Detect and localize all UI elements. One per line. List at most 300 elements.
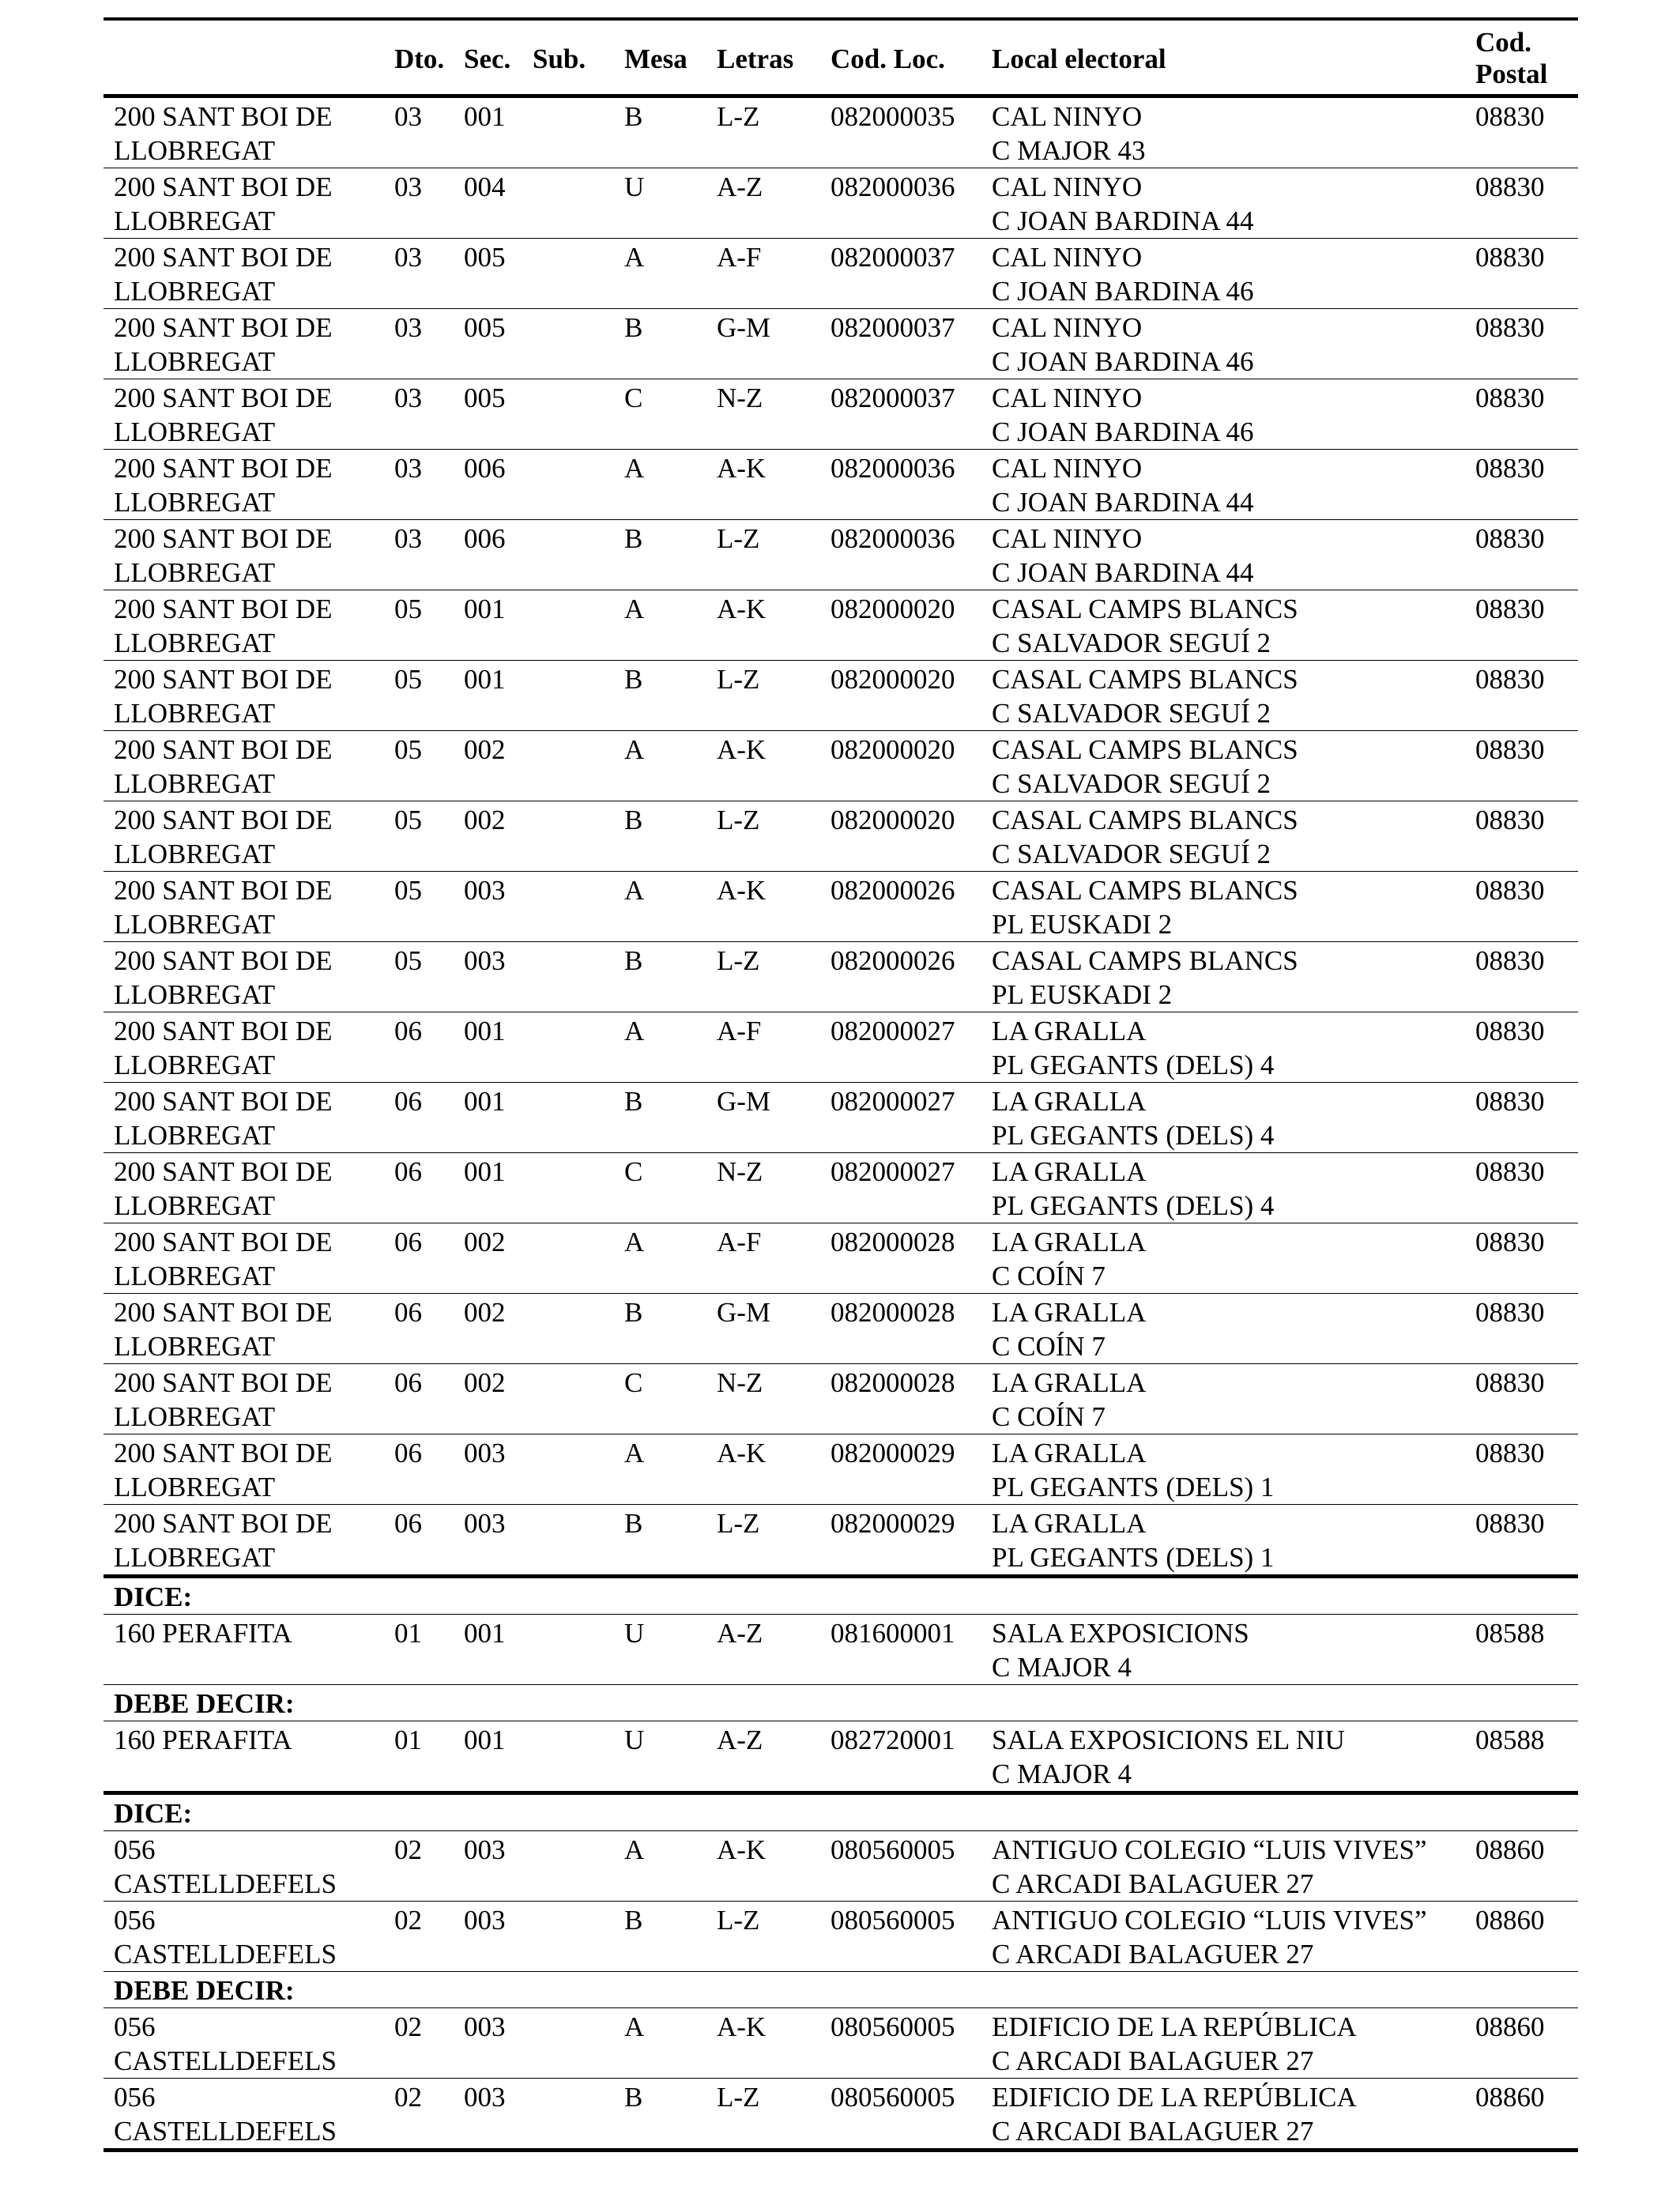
cell-mesa: B: [624, 101, 643, 132]
cell-local-electoral-line1: SALA EXPOSICIONS: [992, 1618, 1249, 1649]
cell-cod-postal: 08830: [1475, 1438, 1545, 1468]
cell-dto: 05: [394, 805, 422, 835]
cell-municipio-line1: 200 SANT BOI DE: [114, 734, 333, 765]
cell-municipio-line1: 160 PERAFITA: [114, 1725, 292, 1755]
cell-local-electoral-line2: C SALVADOR SEGUÍ 2: [992, 628, 1271, 658]
cell-municipio: [104, 1505, 384, 1577]
cell-cod-loc: 082000028: [831, 1227, 955, 1257]
cell-local-electoral-line1: ANTIGUO COLEGIO “LUIS VIVES”: [992, 1834, 1427, 1865]
cell-municipio: [104, 520, 384, 590]
col-sub: Sub.: [533, 43, 586, 74]
cell-dto: 06: [394, 1086, 422, 1117]
col-cod-postal-line2: Postal: [1475, 58, 1548, 89]
cell-municipio: [104, 1153, 384, 1223]
cell-local-electoral-line1: CAL NINYO: [992, 172, 1143, 202]
col-sec: Sec.: [464, 43, 511, 74]
cell-dto: 03: [394, 383, 422, 413]
cell-mesa: A: [624, 2011, 645, 2042]
cell-sub: [522, 1083, 614, 1153]
cell-municipio: [104, 942, 384, 1012]
cell-cod-postal: 08830: [1475, 453, 1545, 484]
cell-local-electoral-line1: CASAL CAMPS BLANCS: [992, 594, 1298, 624]
table-row: [104, 872, 1578, 942]
cell-local-electoral-line1: LA GRALLA: [992, 1297, 1147, 1328]
cell-local-electoral: [981, 1294, 1465, 1364]
cell-dto: 03: [394, 523, 422, 554]
cell-sub: [522, 1505, 614, 1577]
cell-municipio-line2: LLOBREGAT: [114, 417, 276, 447]
cell-municipio-line1: 200 SANT BOI DE: [114, 172, 333, 202]
cell-cod-loc: 082000026: [831, 875, 955, 906]
cell-local-electoral: [981, 1721, 1465, 1793]
cell-local-electoral-line2: C MAJOR 4: [992, 1759, 1132, 1789]
cell-local-electoral-line2: PL EUSKADI 2: [992, 909, 1173, 940]
cell-local-electoral: [981, 379, 1465, 450]
cell-municipio-line1: 200 SANT BOI DE: [114, 1297, 333, 1328]
cell-dto: 03: [394, 312, 422, 343]
cell-cod-loc: 082720001: [831, 1725, 955, 1755]
cell-municipio-line1: 200 SANT BOI DE: [114, 1227, 333, 1257]
cell-letras: L-Z: [717, 1905, 760, 1936]
cell-cod-loc: 082000020: [831, 805, 955, 835]
section-label-row: [104, 1685, 1578, 1721]
cell-municipio-line1: 200 SANT BOI DE: [114, 594, 333, 624]
cell-cod-loc: 082000026: [831, 945, 955, 976]
cell-sec: 001: [464, 664, 506, 695]
cell-local-electoral: [981, 1153, 1465, 1223]
table-row: [104, 590, 1578, 661]
cell-sec: 003: [464, 2082, 506, 2113]
section-label-row: [104, 1793, 1578, 1831]
cell-cod-loc: 082000037: [831, 312, 955, 343]
cell-sec: 003: [464, 1508, 506, 1539]
cell-sub: [522, 1153, 614, 1223]
cell-municipio-line2: LLOBREGAT: [114, 1472, 276, 1502]
cell-local-electoral: [981, 1364, 1465, 1434]
cell-mesa: B: [624, 1297, 643, 1328]
cell-local-electoral: [981, 2079, 1465, 2151]
cell-letras: N-Z: [717, 1156, 763, 1187]
cell-letras: N-Z: [717, 1367, 763, 1398]
cell-cod-loc: 082000036: [831, 453, 955, 484]
cell-dto: 06: [394, 1297, 422, 1328]
table-row: [104, 239, 1578, 309]
cell-sub: [522, 872, 614, 942]
cell-municipio-line2: LLOBREGAT: [114, 1261, 276, 1291]
cell-cod-postal: 08860: [1475, 1834, 1545, 1865]
cell-dto: 02: [394, 1905, 422, 1936]
table-row: [104, 168, 1578, 239]
cell-municipio-line2: LLOBREGAT: [114, 1331, 276, 1362]
cell-local-electoral-line2: PL GEGANTS (DELS) 1: [992, 1542, 1275, 1573]
cell-municipio-line1: 056: [114, 2011, 156, 2042]
cell-mesa: U: [624, 1618, 645, 1649]
cell-cod-postal: 08830: [1475, 664, 1545, 695]
cell-sub: [522, 1364, 614, 1434]
table-body: [104, 96, 1578, 2151]
cell-local-electoral: [981, 872, 1465, 942]
cell-local-electoral-line2: C ARCADI BALAGUER 27: [992, 2116, 1314, 2147]
table-row: [104, 1294, 1578, 1364]
cell-local-electoral-line1: CAL NINYO: [992, 101, 1143, 132]
cell-cod-loc: 082000027: [831, 1086, 955, 1117]
cell-cod-postal: 08830: [1475, 172, 1545, 202]
table-row: [104, 801, 1578, 872]
table-row: [104, 1615, 1578, 1685]
cell-municipio-line1: 200 SANT BOI DE: [114, 1367, 333, 1398]
cell-local-electoral: [981, 801, 1465, 872]
cell-local-electoral-line1: CASAL CAMPS BLANCS: [992, 734, 1298, 765]
cell-municipio-line2: CASTELLDEFELS: [114, 2116, 337, 2147]
cell-local-electoral-line2: C COÍN 7: [992, 1331, 1106, 1362]
cell-mesa: B: [624, 1086, 643, 1117]
cell-municipio-line2: LLOBREGAT: [114, 839, 276, 869]
cell-municipio: [104, 379, 384, 450]
cell-sec: 001: [464, 1016, 506, 1046]
col-cod-postal: [1465, 19, 1578, 96]
cell-sub: [522, 520, 614, 590]
cell-local-electoral: [981, 942, 1465, 1012]
section-label: DICE:: [114, 1798, 193, 1829]
cell-sub: [522, 1615, 614, 1685]
cell-local-electoral: [981, 1083, 1465, 1153]
cell-municipio: [104, 590, 384, 661]
cell-cod-postal: 08830: [1475, 1156, 1545, 1187]
cell-dto: 05: [394, 594, 422, 624]
table-row: [104, 942, 1578, 1012]
cell-mesa: B: [624, 312, 643, 343]
cell-municipio: [104, 1902, 384, 1972]
header-row: [104, 19, 1578, 96]
section-label: DEBE DECIR:: [114, 1688, 295, 1719]
cell-municipio-line1: 200 SANT BOI DE: [114, 453, 333, 484]
cell-cod-loc: 082000027: [831, 1156, 955, 1187]
cell-local-electoral-line1: CAL NINYO: [992, 312, 1143, 343]
cell-cod-loc: 080560005: [831, 2011, 955, 2042]
cell-local-electoral-line2: C ARCADI BALAGUER 27: [992, 1868, 1314, 1899]
cell-municipio: [104, 168, 384, 239]
cell-letras: A-F: [717, 1016, 762, 1046]
cell-municipio: [104, 1615, 384, 1685]
cell-local-electoral-line1: CAL NINYO: [992, 453, 1143, 484]
cell-local-electoral: [981, 450, 1465, 520]
cell-sec: 003: [464, 1905, 506, 1936]
cell-local-electoral-line1: CASAL CAMPS BLANCS: [992, 664, 1298, 695]
cell-sec: 003: [464, 875, 506, 906]
cell-municipio: [104, 1294, 384, 1364]
cell-municipio: [104, 2079, 384, 2151]
cell-letras: L-Z: [717, 523, 760, 554]
cell-mesa: A: [624, 734, 645, 765]
cell-sec: 003: [464, 2011, 506, 2042]
cell-local-electoral: [981, 661, 1465, 731]
cell-cod-postal: 08830: [1475, 312, 1545, 343]
cell-letras: A-F: [717, 242, 762, 273]
cell-cod-postal: 08588: [1475, 1725, 1545, 1755]
col-dto: Dto.: [394, 43, 445, 74]
cell-local-electoral-line1: LA GRALLA: [992, 1438, 1147, 1468]
cell-cod-loc: 082000020: [831, 594, 955, 624]
cell-cod-loc: 082000020: [831, 664, 955, 695]
cell-municipio-line2: LLOBREGAT: [114, 1190, 276, 1221]
cell-municipio: [104, 1721, 384, 1793]
cell-local-electoral-line1: SALA EXPOSICIONS EL NIU: [992, 1725, 1345, 1755]
cell-mesa: A: [624, 594, 645, 624]
section-label: DICE:: [114, 1581, 193, 1612]
cell-cod-postal: 08830: [1475, 1367, 1545, 1398]
cell-sub: [522, 309, 614, 379]
cell-municipio-line2: LLOBREGAT: [114, 979, 276, 1010]
cell-sec: 002: [464, 805, 506, 835]
cell-cod-loc: 082000029: [831, 1508, 955, 1539]
table-row: [104, 1083, 1578, 1153]
col-cod-postal-line1: Cod.: [1475, 27, 1531, 58]
cell-municipio: [104, 239, 384, 309]
cell-cod-loc: 082000036: [831, 172, 955, 202]
cell-sec: 003: [464, 1834, 506, 1865]
cell-mesa: B: [624, 1508, 643, 1539]
cell-letras: G-M: [717, 1086, 771, 1117]
cell-cod-postal: 08830: [1475, 805, 1545, 835]
cell-local-electoral: [981, 2008, 1465, 2079]
cell-dto: 06: [394, 1227, 422, 1257]
cell-sub: [522, 1294, 614, 1364]
cell-sec: 002: [464, 1297, 506, 1328]
cell-dto: 06: [394, 1156, 422, 1187]
cell-local-electoral-line2: C JOAN BARDINA 46: [992, 346, 1254, 377]
cell-sub: [522, 450, 614, 520]
cell-sec: 002: [464, 1367, 506, 1398]
cell-municipio-line2: CASTELLDEFELS: [114, 2045, 337, 2076]
cell-sec: 006: [464, 453, 506, 484]
table-row: [104, 450, 1578, 520]
table-row: [104, 1153, 1578, 1223]
cell-letras: A-K: [717, 2011, 767, 2042]
cell-local-electoral-line1: CAL NINYO: [992, 242, 1143, 273]
cell-sub: [522, 168, 614, 239]
cell-dto: 06: [394, 1016, 422, 1046]
cell-sub: [522, 590, 614, 661]
cell-municipio-line1: 200 SANT BOI DE: [114, 1508, 333, 1539]
cell-municipio: [104, 731, 384, 801]
cell-local-electoral-line2: C COÍN 7: [992, 1261, 1106, 1291]
cell-sec: 001: [464, 1086, 506, 1117]
cell-sub: [522, 96, 614, 168]
cell-sec: 003: [464, 1438, 506, 1468]
cell-municipio-line2: LLOBREGAT: [114, 135, 276, 166]
cell-mesa: B: [624, 1905, 643, 1936]
cell-municipio-line1: 160 PERAFITA: [114, 1618, 292, 1649]
cell-cod-postal: 08830: [1475, 383, 1545, 413]
table-row: [104, 1364, 1578, 1434]
cell-municipio-line1: 200 SANT BOI DE: [114, 242, 333, 273]
cell-sec: 001: [464, 1156, 506, 1187]
cell-letras: L-Z: [717, 664, 760, 695]
cell-dto: 05: [394, 945, 422, 976]
cell-dto: 02: [394, 2011, 422, 2042]
cell-sub: [522, 661, 614, 731]
col-cod-loc: Cod. Loc.: [831, 43, 945, 74]
cell-municipio: [104, 96, 384, 168]
cell-sec: 004: [464, 172, 506, 202]
cell-municipio-line1: 200 SANT BOI DE: [114, 101, 333, 132]
cell-letras: L-Z: [717, 945, 760, 976]
cell-dto: 03: [394, 242, 422, 273]
cell-municipio-line2: LLOBREGAT: [114, 557, 276, 588]
cell-local-electoral: [981, 590, 1465, 661]
cell-letras: A-K: [717, 1438, 767, 1468]
cell-municipio: [104, 1364, 384, 1434]
cell-cod-postal: 08830: [1475, 1297, 1545, 1328]
cell-dto: 03: [394, 101, 422, 132]
cell-cod-postal: 08860: [1475, 2082, 1545, 2113]
cell-municipio-line2: LLOBREGAT: [114, 768, 276, 799]
cell-municipio-line1: 200 SANT BOI DE: [114, 1438, 333, 1468]
cell-local-electoral-line2: C COÍN 7: [992, 1401, 1106, 1432]
cell-sec: 001: [464, 1618, 506, 1649]
cell-mesa: B: [624, 805, 643, 835]
cell-sub: [522, 2079, 614, 2151]
cell-sub: [522, 731, 614, 801]
cell-letras: L-Z: [717, 1508, 760, 1539]
cell-mesa: C: [624, 1367, 643, 1398]
cell-local-electoral-line2: PL GEGANTS (DELS) 4: [992, 1050, 1275, 1080]
cell-local-electoral: [981, 1902, 1465, 1972]
cell-mesa: B: [624, 664, 643, 695]
cell-sec: 001: [464, 101, 506, 132]
cell-municipio-line1: 200 SANT BOI DE: [114, 875, 333, 906]
cell-mesa: A: [624, 1016, 645, 1046]
cell-letras: A-Z: [717, 172, 763, 202]
table-row: [104, 1434, 1578, 1505]
cell-local-electoral: [981, 96, 1465, 168]
cell-municipio-line2: LLOBREGAT: [114, 698, 276, 729]
cell-local-electoral: [981, 731, 1465, 801]
cell-cod-postal: 08830: [1475, 101, 1545, 132]
cell-sec: 005: [464, 312, 506, 343]
cell-mesa: A: [624, 453, 645, 484]
cell-letras: G-M: [717, 312, 771, 343]
cell-letras: A-K: [717, 875, 767, 906]
cell-mesa: A: [624, 1227, 645, 1257]
cell-local-electoral: [981, 168, 1465, 239]
cell-letras: A-Z: [717, 1725, 763, 1755]
cell-local-electoral-line2: C JOAN BARDINA 44: [992, 205, 1254, 236]
cell-cod-postal: 08860: [1475, 1905, 1545, 1936]
table-row: [104, 731, 1578, 801]
cell-letras: L-Z: [717, 101, 760, 132]
cell-municipio: [104, 2008, 384, 2079]
cell-cod-loc: 082000036: [831, 523, 955, 554]
cell-dto: 06: [394, 1438, 422, 1468]
cell-local-electoral: [981, 1505, 1465, 1577]
cell-cod-postal: 08830: [1475, 734, 1545, 765]
cell-dto: 01: [394, 1618, 422, 1649]
cell-local-electoral-line1: CAL NINYO: [992, 523, 1143, 554]
cell-municipio-line2: LLOBREGAT: [114, 1401, 276, 1432]
cell-municipio-line1: 200 SANT BOI DE: [114, 1086, 333, 1117]
cell-dto: 02: [394, 2082, 422, 2113]
cell-sub: [522, 1721, 614, 1793]
col-local-electoral: Local electoral: [992, 43, 1166, 74]
cell-sub: [522, 1223, 614, 1294]
cell-sub: [522, 1831, 614, 1902]
cell-sec: 001: [464, 1725, 506, 1755]
cell-local-electoral-line2: C ARCADI BALAGUER 27: [992, 1939, 1314, 1970]
cell-sec: 006: [464, 523, 506, 554]
cell-local-electoral-line1: ANTIGUO COLEGIO “LUIS VIVES”: [992, 1905, 1427, 1936]
cell-municipio-line2: LLOBREGAT: [114, 1542, 276, 1573]
cell-cod-postal: 08830: [1475, 242, 1545, 273]
col-municipio: [104, 19, 384, 96]
table-row: [104, 2079, 1578, 2151]
table-row: [104, 309, 1578, 379]
cell-cod-loc: 082000037: [831, 242, 955, 273]
cell-local-electoral-line1: LA GRALLA: [992, 1227, 1147, 1257]
cell-municipio-line2: CASTELLDEFELS: [114, 1868, 337, 1899]
cell-cod-loc: 082000020: [831, 734, 955, 765]
cell-letras: A-K: [717, 594, 767, 624]
cell-local-electoral: [981, 1831, 1465, 1902]
table-header: [104, 19, 1578, 96]
section-label-row: [104, 1577, 1578, 1615]
cell-municipio-line1: 056: [114, 2082, 156, 2113]
cell-municipio-line1: 200 SANT BOI DE: [114, 805, 333, 835]
cell-municipio-line1: 200 SANT BOI DE: [114, 523, 333, 554]
cell-dto: 05: [394, 875, 422, 906]
cell-dto: 01: [394, 1725, 422, 1755]
section-label-row: [104, 1972, 1578, 2008]
cell-local-electoral-line2: C ARCADI BALAGUER 27: [992, 2045, 1314, 2076]
cell-municipio-line2: LLOBREGAT: [114, 487, 276, 518]
cell-cod-loc: 080560005: [831, 1834, 955, 1865]
cell-sec: 003: [464, 945, 506, 976]
cell-cod-loc: 080560005: [831, 1905, 955, 1936]
cell-letras: A-Z: [717, 1618, 763, 1649]
col-mesa: Mesa: [624, 43, 687, 74]
cell-cod-postal: 08860: [1475, 2011, 1545, 2042]
cell-sec: 002: [464, 734, 506, 765]
cell-local-electoral-line2: C SALVADOR SEGUÍ 2: [992, 768, 1271, 799]
cell-cod-loc: 081600001: [831, 1618, 955, 1649]
table-row: [104, 1831, 1578, 1902]
cell-local-electoral: [981, 239, 1465, 309]
cell-local-electoral: [981, 1434, 1465, 1505]
cell-local-electoral-line1: LA GRALLA: [992, 1016, 1147, 1046]
cell-local-electoral-line2: C MAJOR 43: [992, 135, 1146, 166]
cell-local-electoral-line2: C JOAN BARDINA 44: [992, 557, 1254, 588]
cell-local-electoral-line1: LA GRALLA: [992, 1086, 1147, 1117]
cell-municipio-line2: LLOBREGAT: [114, 346, 276, 377]
table-row: [104, 1505, 1578, 1577]
cell-municipio-line1: 200 SANT BOI DE: [114, 383, 333, 413]
cell-municipio: [104, 309, 384, 379]
cell-mesa: B: [624, 523, 643, 554]
cell-sub: [522, 1012, 614, 1083]
cell-mesa: B: [624, 2082, 643, 2113]
cell-sec: 005: [464, 242, 506, 273]
cell-letras: A-F: [717, 1227, 762, 1257]
table-row: [104, 520, 1578, 590]
cell-letras: G-M: [717, 1297, 771, 1328]
cell-municipio-line2: LLOBREGAT: [114, 909, 276, 940]
cell-sec: 005: [464, 383, 506, 413]
cell-local-electoral-line2: PL GEGANTS (DELS) 4: [992, 1120, 1275, 1151]
cell-cod-loc: 082000028: [831, 1297, 955, 1328]
cell-dto: 05: [394, 734, 422, 765]
table-row: [104, 1721, 1578, 1793]
cell-local-electoral: [981, 309, 1465, 379]
